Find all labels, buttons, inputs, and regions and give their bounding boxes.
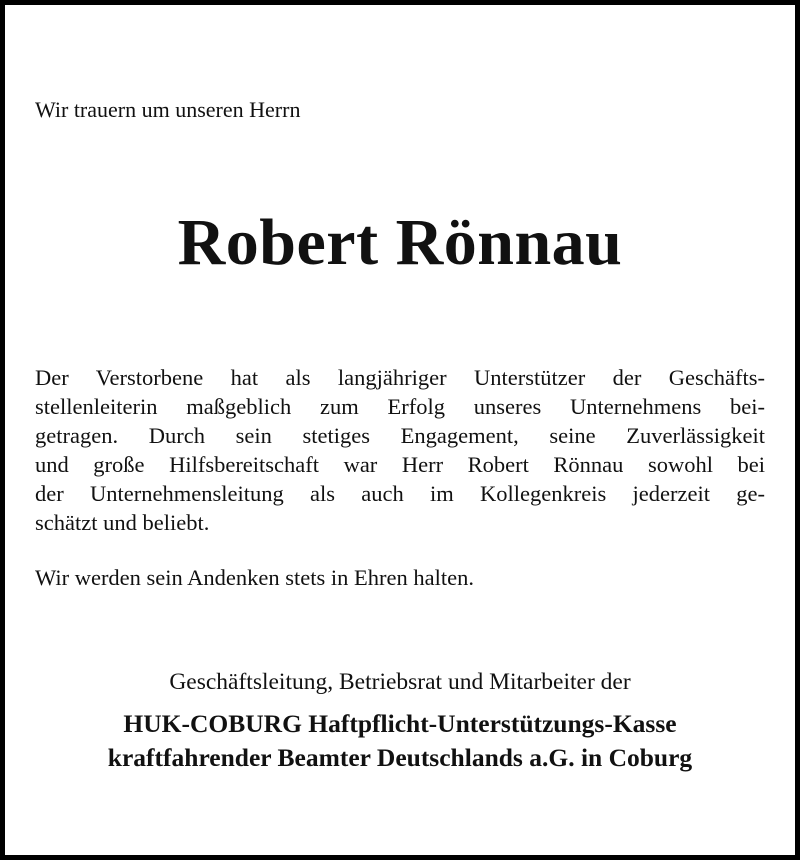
tribute-line: Der Verstorbene hat als langjähriger Unterstützer der Geschäfts- — [35, 365, 765, 390]
signature-line: Geschäftsleitung, Betriebsrat und Mitarbeiter der — [169, 669, 631, 695]
company-name-line: kraftfahrender Beamter Deutschlands a.G. in Coburg — [107, 743, 693, 772]
tribute-line: und große Hilfsbereitschaft war Herr Robert Rönnau sowohl bei — [35, 452, 765, 477]
tribute-line: schätzt und beliebt. — [35, 510, 210, 535]
tribute-line: getragen. Durch sein stetiges Engagement, seine Zuverlässigkeit — [35, 423, 765, 448]
deceased-name: Robert Rönnau — [177, 206, 623, 279]
company-name-line: HUK-COBURG Haftpflicht-Unterstützungs-Kasse — [123, 709, 677, 738]
tribute-paragraph — [35, 363, 765, 537]
intro-text: Wir trauern um unseren Herrn — [35, 97, 301, 122]
tribute-line: der Unternehmensleitung als auch im Kollegenkreis jederzeit ge- — [35, 481, 765, 506]
closing-text: Wir werden sein Andenken stets in Ehren halten. — [35, 565, 474, 590]
tribute-line: stellenleiterin maßgeblich zum Erfolg unseres Unternehmens bei- — [35, 394, 765, 419]
